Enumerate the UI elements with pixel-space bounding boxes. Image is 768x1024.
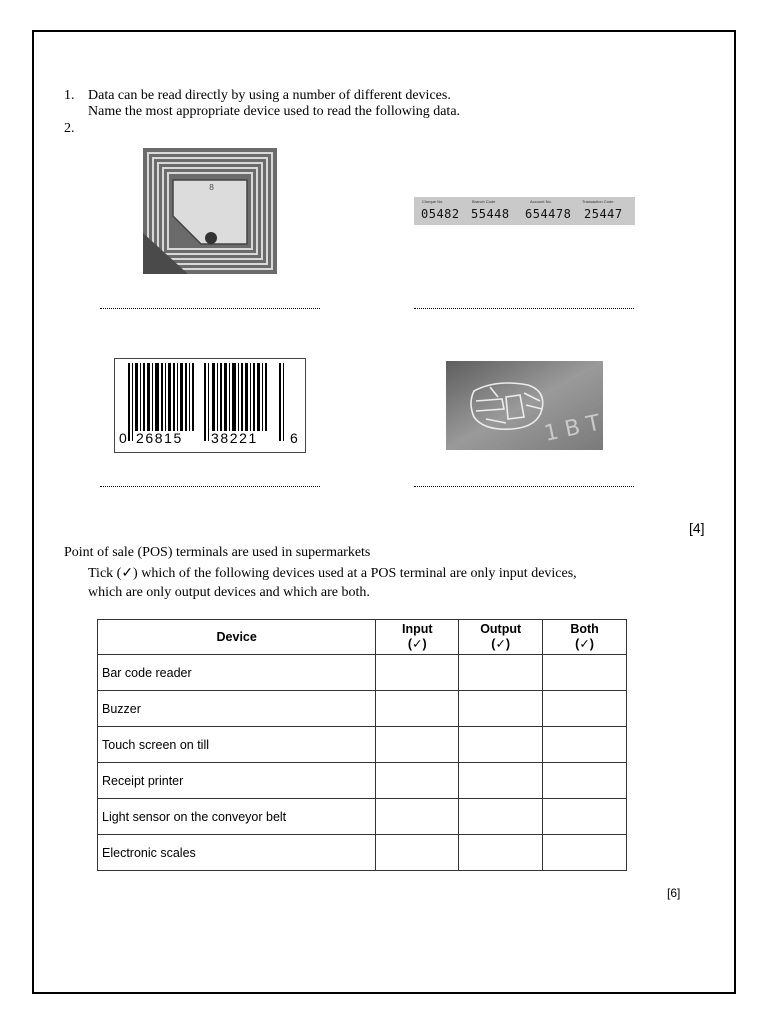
rfid-tag-icon: [143, 148, 277, 274]
header-both: [543, 620, 627, 655]
output-tick-cell[interactable]: [459, 763, 543, 799]
input-tick-cell[interactable]: [376, 655, 459, 691]
barcode-left-digit: 0: [119, 430, 129, 446]
output-tick-cell[interactable]: [459, 727, 543, 763]
input-tick-cell[interactable]: [376, 691, 459, 727]
input-tick-cell[interactable]: [376, 835, 459, 871]
both-tick-cell[interactable]: [543, 763, 627, 799]
barcode-right-digit: 6: [290, 430, 300, 446]
table-row: [98, 835, 627, 871]
micr-number: 55448: [471, 207, 510, 221]
header-output-tick: (✓): [491, 637, 511, 651]
answer-line-4[interactable]: [414, 486, 634, 487]
micr-number: 654478: [525, 207, 572, 221]
both-tick-cell[interactable]: [543, 727, 627, 763]
micr-label: Transaction Code: [582, 199, 614, 204]
output-tick-cell[interactable]: [459, 655, 543, 691]
micr-number: 05482: [421, 207, 460, 221]
output-tick-cell[interactable]: [459, 835, 543, 871]
header-both-label: Both: [570, 622, 599, 636]
chip-card-icon: [446, 361, 603, 450]
device-name: Electronic scales: [98, 835, 376, 871]
question-1-number: 1.: [64, 88, 75, 103]
device-name: Receipt printer: [98, 763, 376, 799]
answer-line-2[interactable]: [414, 308, 634, 309]
input-tick-cell[interactable]: [376, 727, 459, 763]
table-row: [98, 727, 627, 763]
header-output: [459, 620, 543, 655]
header-input-tick: (✓): [407, 637, 427, 651]
header-input-label: Input: [402, 622, 433, 636]
micr-cheque-line: [414, 197, 635, 225]
header-output-label: Output: [480, 622, 522, 636]
question-3-instruction-cont: which are only output devices and which are both.: [88, 585, 370, 600]
device-name: Buzzer: [98, 691, 376, 727]
both-tick-cell[interactable]: [543, 799, 627, 835]
svg-text:1 B T: 1 B T: [542, 410, 603, 447]
table-row: [98, 691, 627, 727]
header-input: [376, 620, 459, 655]
pos-devices-table: [97, 619, 627, 871]
micr-number: 25447: [584, 207, 623, 221]
micr-label: Cheque No.: [422, 199, 444, 204]
barcode-group-1: 26815: [136, 430, 183, 446]
answer-line-1[interactable]: [100, 308, 320, 309]
question-1-text: Data can be read directly by using a number of different devices.: [88, 88, 451, 103]
marks-4: [4]: [689, 520, 705, 536]
question-1-instruction: Name the most appropriate device used to read the following data.: [88, 104, 461, 119]
header-both-tick: (✓): [575, 637, 594, 651]
table-row: [98, 655, 627, 691]
question-2-number: 2.: [64, 121, 75, 136]
micr-label: Branch Code: [472, 199, 496, 204]
table-header-row: [98, 620, 627, 655]
table-row: [98, 763, 627, 799]
barcode-icon: [114, 358, 306, 453]
both-tick-cell[interactable]: [543, 835, 627, 871]
table-row: [98, 799, 627, 835]
both-tick-cell[interactable]: [543, 691, 627, 727]
output-tick-cell[interactable]: [459, 799, 543, 835]
device-name: Light sensor on the conveyor belt: [98, 799, 376, 835]
barcode-group-2: 38221: [211, 430, 258, 446]
header-device: Device: [98, 620, 376, 655]
question-3-instruction: Tick (✓) which of the following devices used at a POS terminal are only input devices,: [88, 566, 577, 581]
answer-line-3[interactable]: [100, 486, 320, 487]
output-tick-cell[interactable]: [459, 691, 543, 727]
input-tick-cell[interactable]: [376, 763, 459, 799]
input-tick-cell[interactable]: [376, 799, 459, 835]
device-name: Bar code reader: [98, 655, 376, 691]
device-name: Touch screen on till: [98, 727, 376, 763]
svg-text:8: 8: [209, 183, 215, 192]
both-tick-cell[interactable]: [543, 655, 627, 691]
question-3-intro: Point of sale (POS) terminals are used in supermarkets: [64, 545, 371, 560]
micr-label: Account No.: [530, 199, 552, 204]
marks-6: [6]: [667, 886, 681, 900]
